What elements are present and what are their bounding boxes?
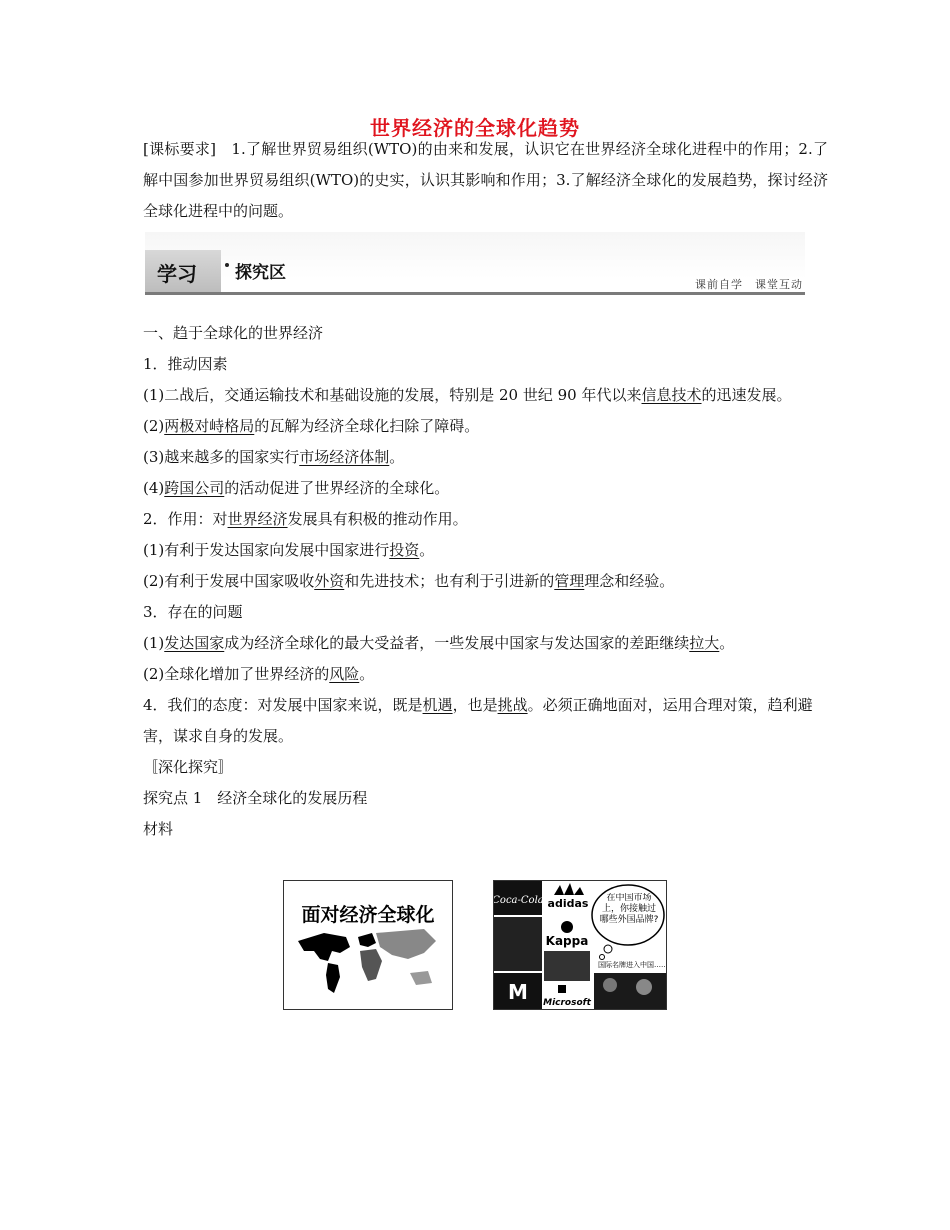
person-head (603, 978, 617, 992)
text: (2)全球化增加了世界经济的 (143, 665, 330, 683)
bracket-right: 〛 (218, 758, 234, 776)
section-heading: 一、趋于全球化的世界经济 (143, 324, 324, 342)
answer-blank: 管理 (554, 572, 585, 590)
page-title: 世界经济的全球化趋势 (370, 116, 580, 140)
factor-4 (143, 473, 833, 504)
text: 。 (359, 665, 375, 683)
answer-blank: 跨国公司 (164, 479, 225, 497)
factor-3 (143, 442, 833, 473)
banner-right-label: 课前自学 课堂互动 (695, 278, 803, 291)
continent-europe (358, 933, 376, 947)
answer-blank: 发达国家 (164, 634, 225, 652)
deep-inquiry-label (143, 752, 833, 783)
continent-north-america (298, 933, 350, 961)
bubble-text-box (598, 893, 660, 939)
globalization-map-figure (283, 880, 453, 1010)
text: 。必须正确地面对，运用合理对策，趋利避害，谋求自身的发展。 (143, 696, 813, 745)
effect-2 (143, 566, 833, 597)
answer-blank: 信息技术 (641, 386, 702, 404)
text: (1) (143, 634, 165, 652)
deep-inquiry-text: 深化探究 (158, 758, 219, 776)
banner-dot (225, 263, 229, 267)
factor-1 (143, 380, 833, 411)
answer-blank: 两极对峙格局 (164, 417, 255, 435)
attitude (143, 690, 833, 752)
section-banner (145, 232, 805, 310)
bracket-left: 〚 (143, 758, 159, 776)
brand-collage-image (494, 881, 666, 1009)
crowd-panel (544, 951, 590, 981)
banner-rule (145, 292, 805, 295)
mcdonalds-icon: M (508, 980, 528, 1004)
text: ，也是 (452, 696, 498, 714)
windows-icon (558, 985, 566, 993)
text: (2) (143, 417, 165, 435)
kappa-logo: Kappa (545, 934, 589, 948)
problems-heading: 3．存在的问题 (143, 603, 243, 621)
problem-1 (143, 628, 833, 659)
brands-entering-text: 国际名牌进入中国…… (598, 961, 666, 969)
text: 。 (419, 541, 435, 559)
coca-cola-logo: Coca-Cola (494, 895, 544, 906)
answer-blank: 拉大 (689, 634, 720, 652)
answer-blank: 市场经济体制 (299, 448, 390, 466)
bubble-text: 在中国市场上，你接触过哪些外国品牌? (599, 893, 659, 925)
curriculum-requirements (143, 134, 828, 227)
world-map-image (284, 881, 452, 1009)
factors-heading: 1．推动因素 (143, 355, 228, 373)
text: 4．我们的态度：对发展中国家来说，既是 (143, 696, 423, 714)
text: 。 (719, 634, 735, 652)
kappa-icon (561, 921, 573, 933)
text: (3)越来越多的国家实行 (143, 448, 300, 466)
foreign-brands-figure (493, 880, 667, 1010)
answer-blank: 挑战 (497, 696, 528, 714)
text: (4) (143, 479, 165, 497)
answer-blank: 外资 (314, 572, 345, 590)
answer-blank: 世界经济 (227, 510, 288, 528)
requirements-text: 1.了解世界贸易组织(WTO)的由来和发展，认识它在世界经济全球化进程中的作用；2.了解中国参加世界贸易组织(WTO)的史实，认识其影响和作用；3.了解经济全球化的发展趋势，探讨经济全球化进程中的问题。 (143, 140, 828, 220)
people-panel (594, 973, 666, 1009)
effect-heading (143, 504, 833, 535)
answer-blank: 机遇 (422, 696, 453, 714)
adidas-icon (554, 883, 584, 895)
continent-africa (360, 949, 382, 981)
text: 。 (389, 448, 405, 466)
continent-south-america (326, 963, 340, 993)
factor-2 (143, 411, 833, 442)
text: 理念和经验。 (584, 572, 675, 590)
effect-1 (143, 535, 833, 566)
material-label: 材料 (143, 820, 174, 838)
inquiry-point: 探究点 1 经济全球化的发展历程 (143, 789, 368, 807)
text: (1)有利于发达国家向发展中国家进行 (143, 541, 390, 559)
problem-2 (143, 659, 833, 690)
content-body (143, 318, 833, 845)
answer-blank: 风险 (329, 665, 360, 683)
text: (2)有利于发展中国家吸收 (143, 572, 315, 590)
continent-australia (410, 971, 432, 985)
portrait-panel (494, 917, 542, 971)
bubble-dot (604, 945, 612, 953)
bubble-dot (600, 955, 605, 960)
requirements-label: [课标要求] (143, 140, 216, 158)
text: 的瓦解为经济全球化扫除了障碍。 (254, 417, 480, 435)
person-head (636, 979, 652, 995)
text: 的活动促进了世界经济的全球化。 (224, 479, 450, 497)
text: 和先进技术；也有利于引进新的 (344, 572, 555, 590)
continent-asia (376, 929, 436, 959)
map-caption: 面对经济全球化 (301, 904, 435, 926)
microsoft-logo: Microsoft (543, 998, 591, 1008)
text: (1)二战后，交通运输技术和基础设施的发展，特别是 20 世纪 90 年代以来 (143, 386, 642, 404)
banner-tab-label: 学习 (157, 262, 197, 286)
text: 2．作用：对 (143, 510, 228, 528)
text: 的迅速发展。 (701, 386, 792, 404)
adidas-logo: adidas (547, 897, 589, 910)
text: 发展具有积极的推动作用。 (287, 510, 468, 528)
answer-blank: 投资 (389, 541, 420, 559)
text: 成为经济全球化的最大受益者，一些发展中国家与发达国家的差距继续 (224, 634, 690, 652)
banner-subtitle: 探究区 (235, 263, 286, 283)
